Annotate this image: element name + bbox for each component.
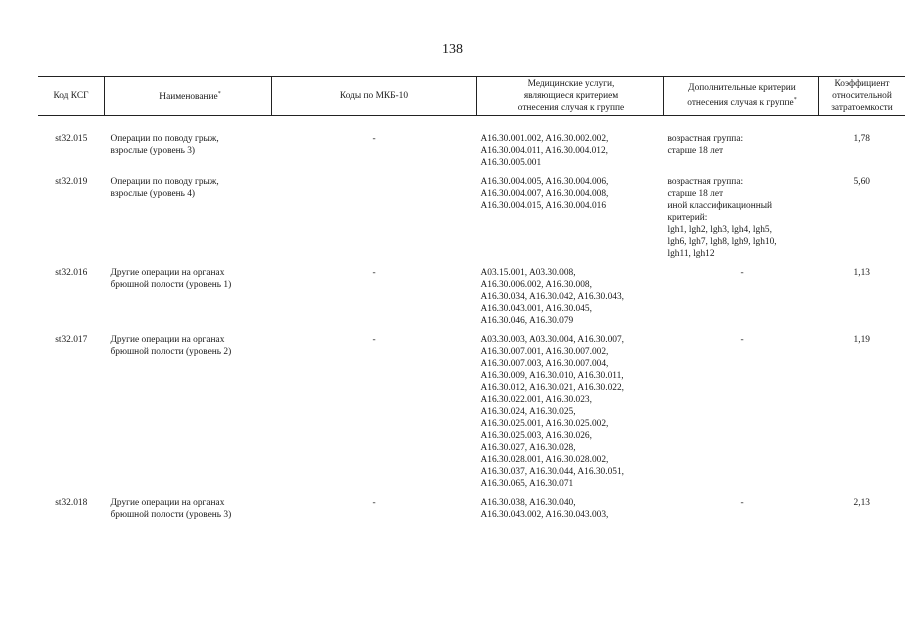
header-coefficient: Коэффициент относительной затратоемкости (819, 77, 905, 116)
cell-mkb: - (372, 498, 376, 508)
table-row (38, 334, 905, 497)
header-name: Наименование* (105, 77, 272, 116)
cell-criteria: - (740, 335, 744, 345)
cell-coefficient: 2,13 (853, 498, 870, 508)
cell-code: st32.016 (55, 268, 88, 278)
header-code: Код КСГ (38, 77, 105, 116)
cell-criteria: - (740, 498, 744, 508)
cell-mkb (272, 176, 477, 267)
ksg-table (38, 76, 905, 528)
cell-name: Операции по поводу грыж, взрослые (уровень 3) (110, 134, 219, 156)
page-number: 138 (442, 42, 463, 57)
cell-code: st32.015 (55, 134, 88, 144)
cell-coefficient: 1,19 (853, 335, 870, 345)
cell-name: Другие операции на органах брюшной полости (уровень 1) (110, 268, 232, 290)
cell-code: st32.017 (55, 335, 88, 345)
header-mkb: Коды по МКБ-10 (272, 77, 477, 116)
cell-services: A16.30.004.005, A16.30.004.006, A16.30.004.007, A16.30.004.008, A16.30.004.015, A16.30.004.016 (480, 177, 609, 211)
cell-name: Другие операции на органах брюшной полости (уровень 3) (110, 498, 232, 520)
cell-criteria: возрастная группа: старше 18 лет иной классификационный критерий: lgh1, lgh2, lgh3, lgh4, lgh5, lgh6, lgh7, lgh8, lgh9, lgh10, lgh11, lgh12 (667, 177, 777, 259)
cell-services: A03.15.001, A03.30.008, A16.30.006.002, A16.30.008, A16.30.034, A16.30.042, A16.30.043, A16.30.043.001, A16.30.045, A16.30.046, A16.30.079 (480, 268, 624, 326)
cell-name: Другие операции на органах брюшной полости (уровень 2) (110, 335, 232, 357)
table-row (38, 116, 905, 177)
cell-coefficient: 1,13 (853, 268, 870, 278)
cell-services: A03.30.003, A03.30.004, A16.30.007, A16.30.007.001, A16.30.007.002, A16.30.007.003, A16.30.007.004, A16.30.009, A16.30.010, A16.30.011, A16.30.012, A16.30.021, A16.30.022, A16.30.022.001, A16.30.023, A16.30.024, A16.30.025, A16.30.025.001, A16.30.025.002, A16.30.025.003, A16.30.026, A16.30.027, A16.30.028, A16.30.028.001, A16.30.028.002, A16.30.037, A16.30.044, A16.30.051, A16.30.065, A16.30.071 (480, 335, 624, 489)
cell-criteria: возрастная группа: старше 18 лет (667, 134, 744, 156)
cell-coefficient: 5,60 (853, 177, 870, 187)
cell-coefficient: 1,78 (853, 134, 870, 144)
cell-services: A16.30.038, A16.30.040, A16.30.043.002, A16.30.043.003, (480, 498, 609, 520)
table-header-row (38, 77, 905, 116)
cell-code: st32.018 (55, 498, 88, 508)
table-row (38, 497, 905, 528)
cell-services: A16.30.001.002, A16.30.002.002, A16.30.004.011, A16.30.004.012, A16.30.005.001 (480, 134, 609, 168)
table-row (38, 267, 905, 334)
cell-criteria: - (740, 268, 744, 278)
header-criteria: Дополнительные критерии отнесения случая к группе* (664, 77, 819, 116)
header-name-footnote: * (217, 91, 221, 98)
cell-name: Операции по поводу грыж, взрослые (уровень 4) (110, 177, 219, 199)
cell-mkb: - (372, 268, 376, 278)
cell-mkb: - (372, 134, 376, 144)
cell-mkb: - (372, 335, 376, 345)
header-services: Медицинские услуги, являющиеся критерием отнесения случая к группе (477, 77, 664, 116)
cell-code: st32.019 (55, 177, 88, 187)
header-criteria-footnote: * (793, 97, 797, 104)
table-row (38, 176, 905, 267)
